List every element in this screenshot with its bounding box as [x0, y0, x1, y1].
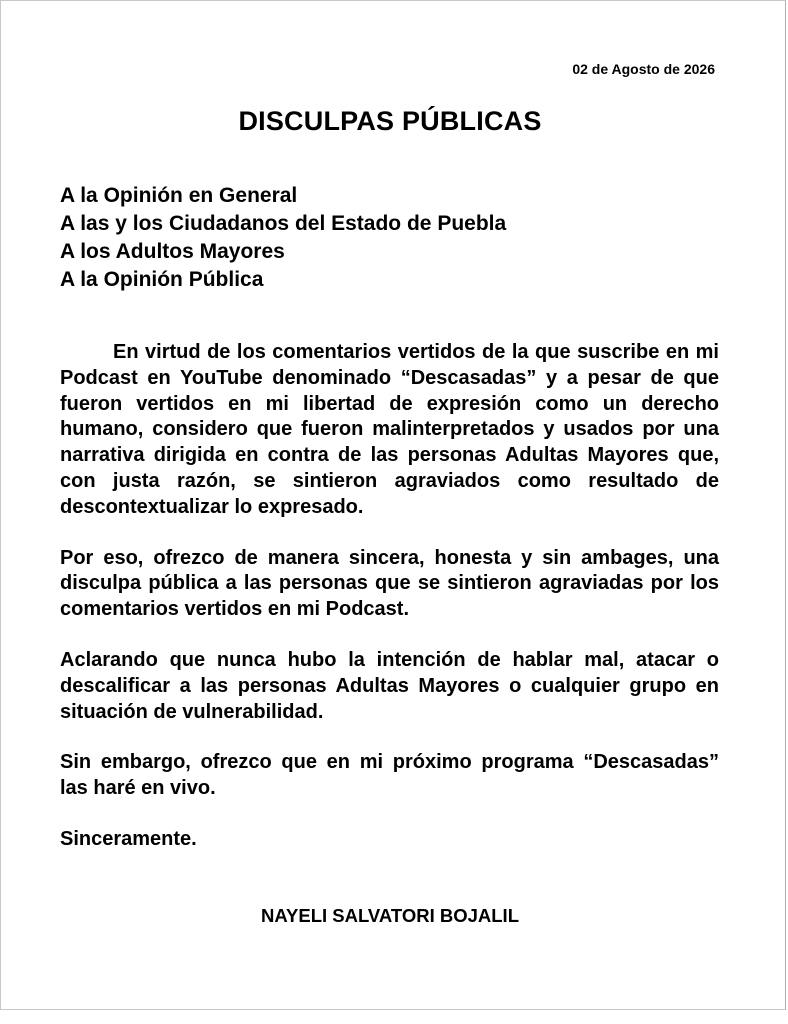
body-paragraph: Aclarando que nunca hubo la intención de hablar mal, atacar o descalificar a las personas Adultas Mayores o cualquier grupo en situación de vulnerabilidad.	[60, 648, 719, 723]
signature-name: NAYELI SALVATORI BOJALIL	[261, 905, 519, 926]
recipient-line: A la Opinión en General	[60, 184, 298, 207]
recipients-block	[60, 182, 506, 294]
letter-body	[60, 340, 719, 878]
recipient-line: A las y los Ciudadanos del Estado de Puebla	[60, 212, 507, 235]
letter-date: 02 de Agosto de 2026	[572, 61, 715, 77]
recipient-line: A los Adultos Mayores	[60, 240, 285, 263]
body-paragraph: En virtud de los comentarios vertidos de la que suscribe en mi Podcast en YouTube denominado “Descasadas” y a pesar de que fueron vertidos en mi libertad de expresión como un derecho humano, considero que fueron malinterpretados y usados por una narrativa dirigida en contra de las personas Adultas Mayores que, con justa razón, se sintieron agraviados como resultado de descontextualizar lo expresado.	[60, 341, 719, 518]
letter-title: DISCULPAS PÚBLICAS	[238, 106, 542, 136]
closing-line: Sinceramente.	[60, 827, 197, 850]
body-paragraph: Sin embargo, ofrezco que en mi próximo programa “Descasadas” las haré en vivo.	[60, 751, 719, 800]
body-paragraph: Por eso, ofrezco de manera sincera, honesta y sin ambages, una disculpa pública a las personas que se sintieron agraviadas por los comentarios vertidos en mi Podcast.	[60, 546, 719, 621]
recipient-line: A la Opinión Pública	[60, 268, 264, 291]
